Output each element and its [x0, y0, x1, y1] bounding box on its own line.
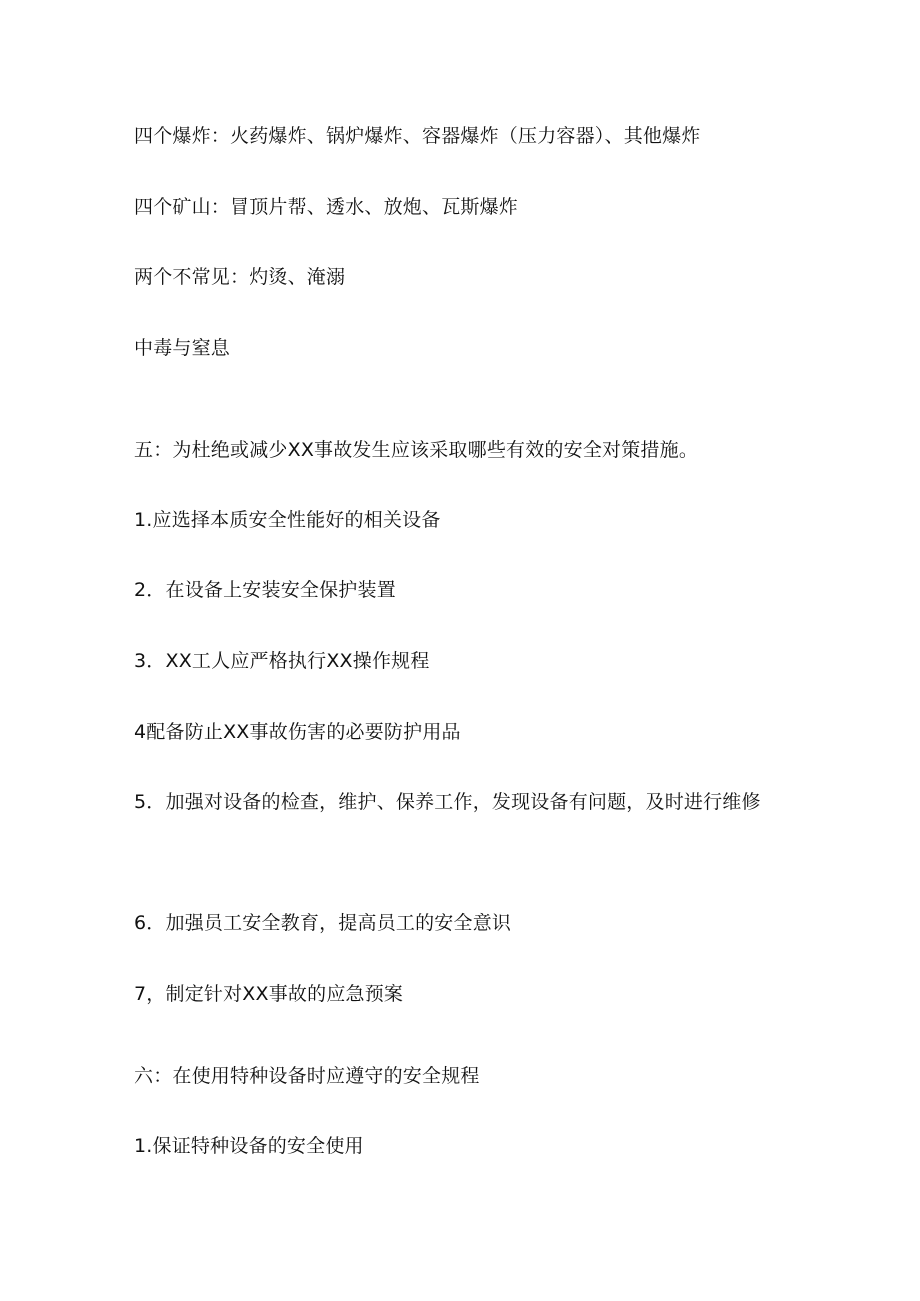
paragraph-four-mining: 四个矿山：冒顶片帮、透水、放炮、瓦斯爆炸 — [134, 196, 519, 218]
list-item-5: 5．加强对设备的检查，维护、保养工作，发现设备有问题，及时进行维修 — [134, 791, 761, 813]
paragraph-poisoning: 中毒与窒息 — [134, 337, 231, 359]
list-item-7: 7，制定针对XX事故的应急预案 — [134, 983, 404, 1005]
list-item-6: 6．加强员工安全教育，提高员工的安全意识 — [134, 912, 512, 934]
list-item-3: 3．XX工人应严格执行XX操作规程 — [134, 650, 430, 672]
paragraph-four-explosions: 四个爆炸：火药爆炸、锅炉爆炸、容器爆炸（压力容器）、其他爆炸 — [134, 125, 701, 147]
section-heading-six: 六：在使用特种设备时应遵守的安全规程 — [134, 1065, 480, 1087]
list-item-2: 2．在设备上安装安全保护装置 — [134, 579, 396, 601]
paragraph-two-uncommon: 两个不常见：灼烫、淹溺 — [134, 266, 346, 288]
section-heading-five: 五：为杜绝或减少XX事故发生应该采取哪些有效的安全对策措施。 — [134, 439, 699, 461]
list-item-six-1: 1.保证特种设备的安全使用 — [134, 1135, 364, 1157]
list-item-1: 1.应选择本质安全性能好的相关设备 — [134, 509, 441, 531]
list-item-4: 4配备防止XX事故伤害的必要防护用品 — [134, 721, 461, 743]
